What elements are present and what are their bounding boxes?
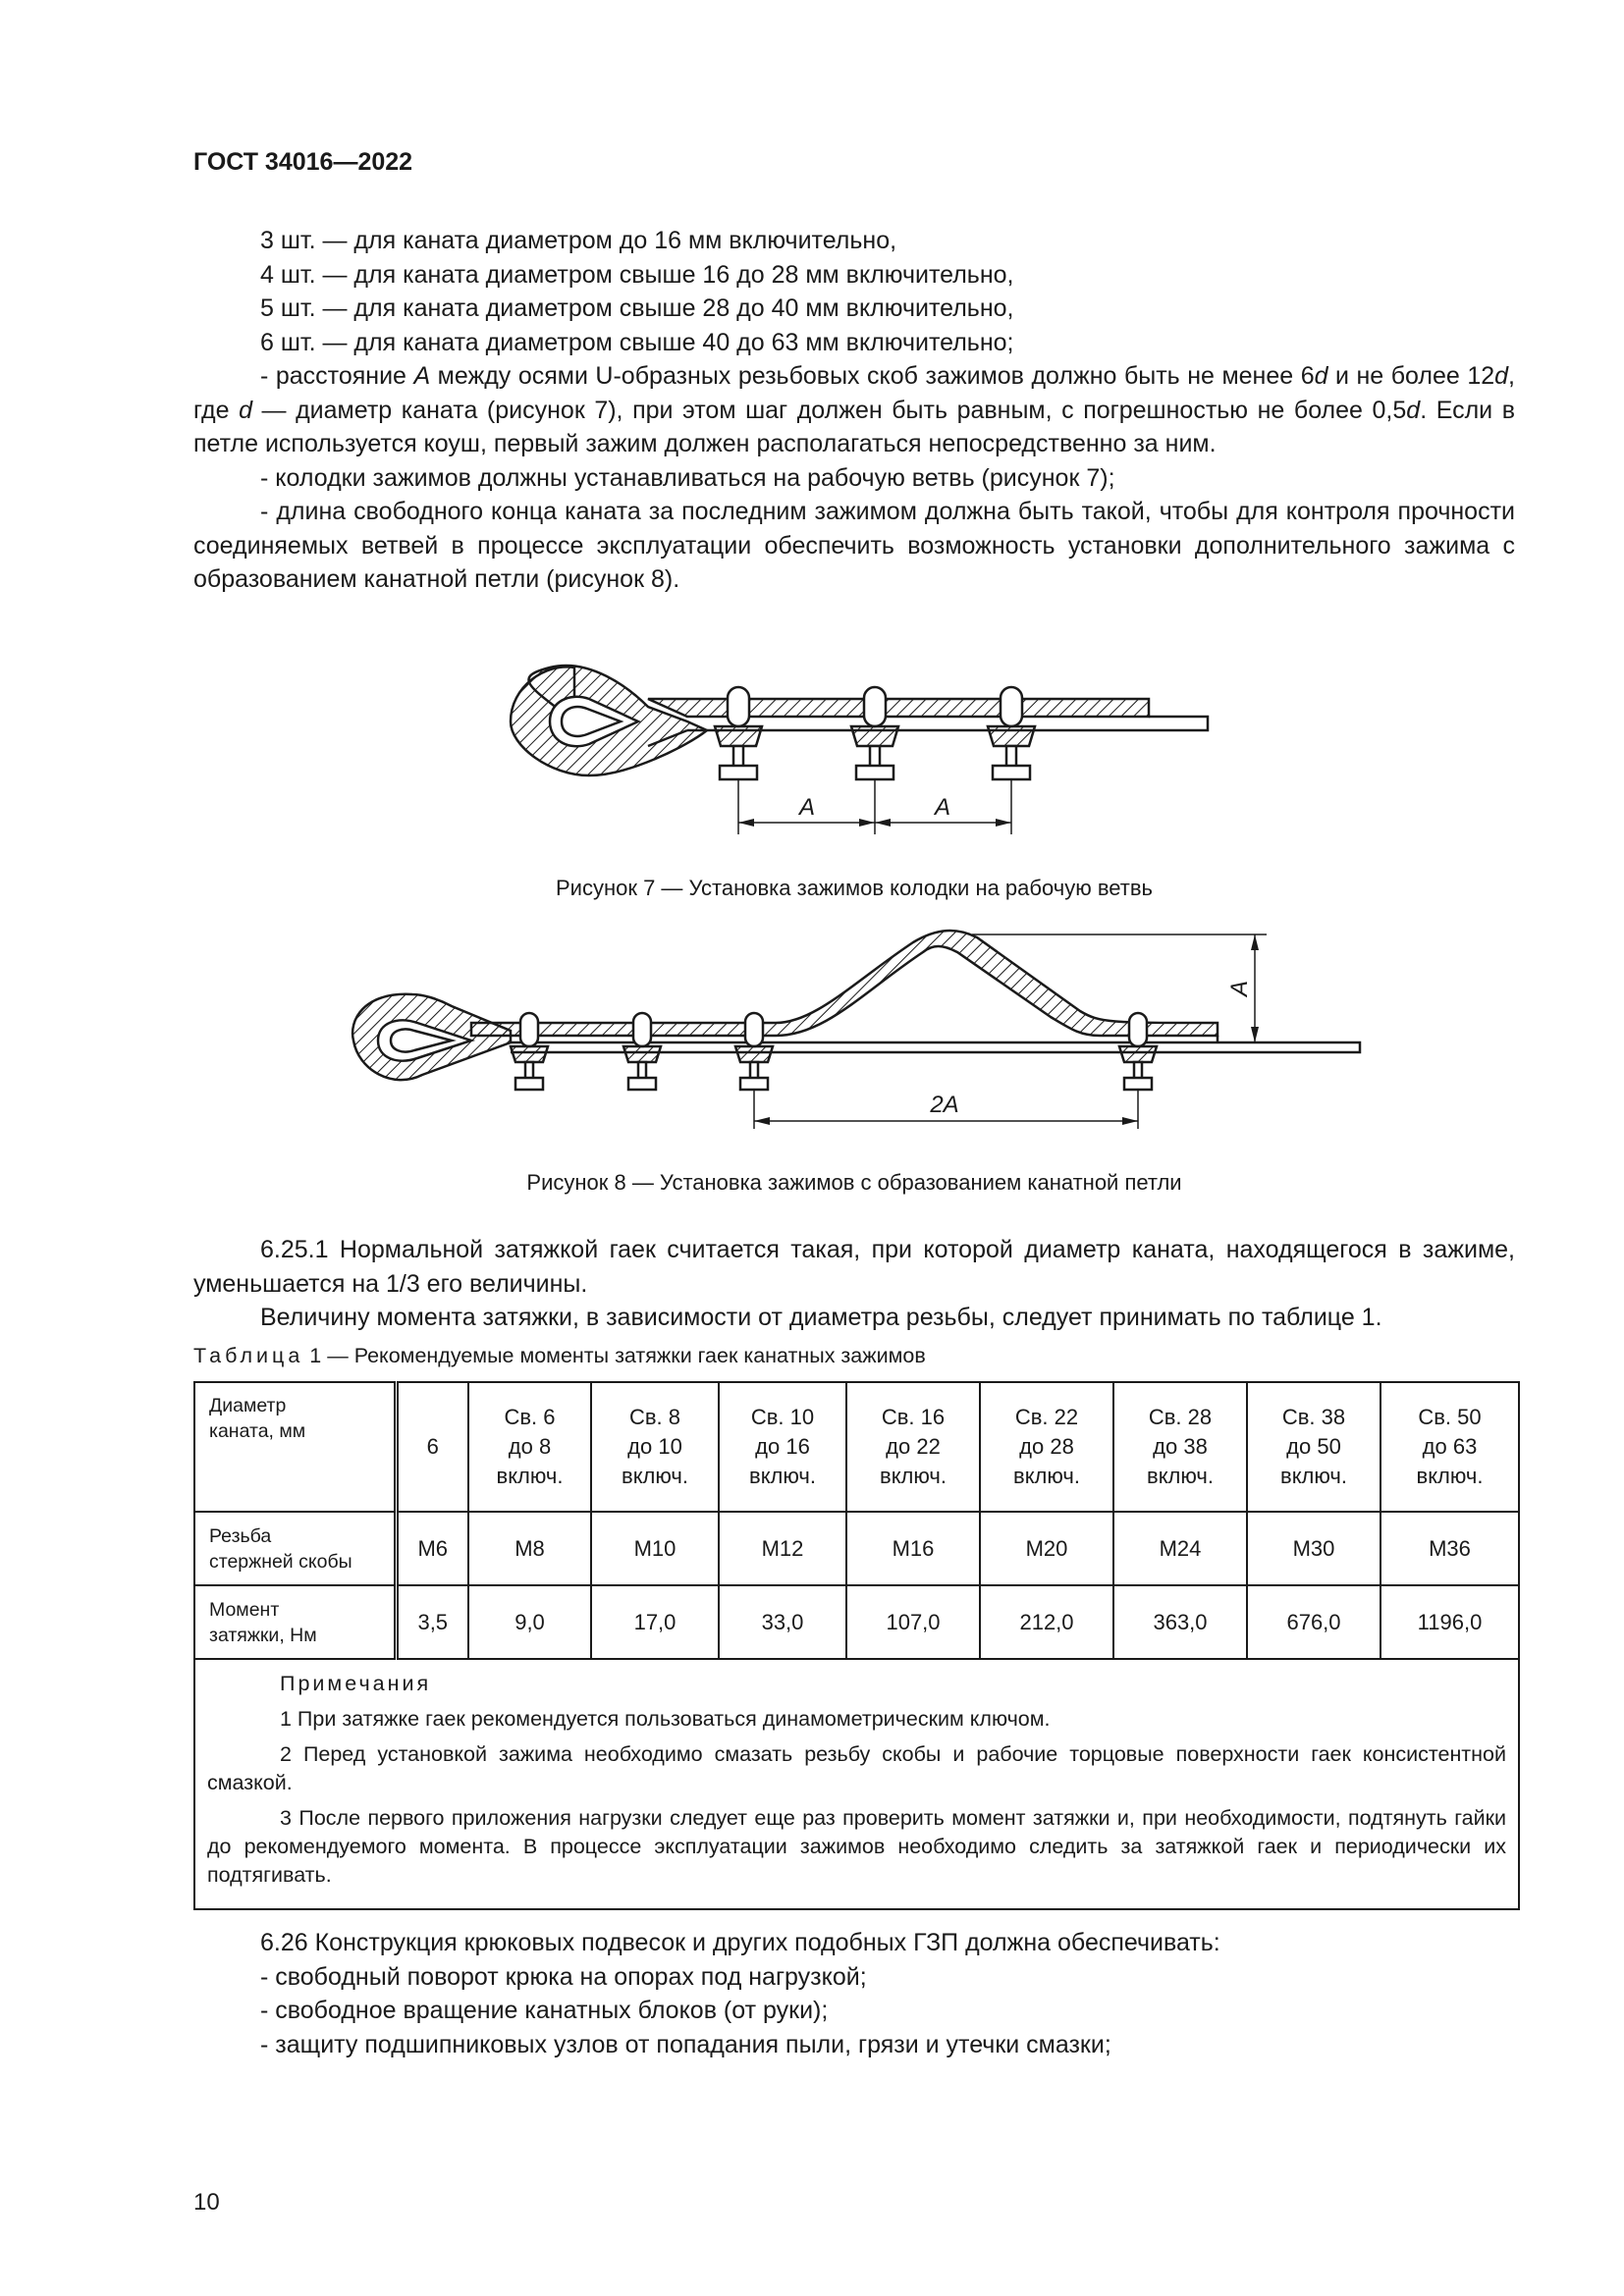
- table-cell: М6: [396, 1512, 468, 1585]
- dim-label-a-vertical: A: [1226, 980, 1253, 997]
- paragraph: 6.25.1 Нормальной затяжкой гаек считается такая, при которой диаметр каната, находящегося в зажиме, уменьшается на 1/3 его величины.: [193, 1236, 1515, 1298]
- table-cell: М8: [468, 1512, 591, 1585]
- table-cell: 9,0: [468, 1585, 591, 1659]
- table-cell: М10: [591, 1512, 719, 1585]
- diam-cell: Св. 8 до 10 включ.: [591, 1382, 719, 1512]
- list-item: - свободный поворот крюка на опорах под нагрузкой;: [260, 1962, 867, 1991]
- figure-7-drawing: [0, 638, 1624, 864]
- row-header: Диаметр каната, мм: [194, 1382, 396, 1512]
- note-item: 3 После первого приложения нагрузки следует еще раз проверить момент затяжки и, при необходимости, подтянуть гайки до рекомендуемого момента. В процессе эксплуатации зажимов необходимо следить за затяжкой гаек и периодически их подтягивать.: [207, 1806, 1506, 1887]
- table-cell: М20: [980, 1512, 1113, 1585]
- figure-8-drawing: [0, 923, 1624, 1148]
- paragraph-distance-a: - расстояние A между осями U-образных резьбовых скоб зажимов должно быть не менее 6d и не более 12d, где d — диаметр каната (рисунок 7), при этом шаг должен быть равным, с погрешностью не более 0,5d. Если в петле используется коуш, первый зажим должен располагаться непосредственно за ним.: [193, 362, 1515, 457]
- table-cell: 17,0: [591, 1585, 719, 1659]
- diam-cell: Св. 22 до 28 включ.: [980, 1382, 1113, 1512]
- paragraph-clamp-pads: - колодки зажимов должны устанавливаться на рабочую ветвь (рисунок 7);: [260, 463, 1115, 492]
- diam-cell: Св. 6 до 8 включ.: [468, 1382, 591, 1512]
- paragraph: 6.26 Конструкция крюковых подвесок и других подобных ГЗП должна обеспечивать:: [260, 1929, 1220, 1956]
- torque-table: [193, 1381, 1520, 1910]
- figure-7-caption: Рисунок 7 — Установка зажимов колодки на рабочую ветвь: [555, 876, 1154, 900]
- list-item: 6 шт. — для каната диаметром свыше 40 до 63 мм включительно;: [260, 328, 1014, 356]
- dim-label-2a: 2A: [930, 1092, 959, 1118]
- intro-text: [193, 224, 1515, 597]
- page-number: 10: [193, 2189, 220, 2216]
- table-cell: 107,0: [846, 1585, 980, 1659]
- diam-cell: Св. 38 до 50 включ.: [1247, 1382, 1380, 1512]
- list-item: 4 шт. — для каната диаметром свыше 16 до 28 мм включительно,: [260, 260, 1014, 289]
- table-cell: 1196,0: [1380, 1585, 1519, 1659]
- list-item: - защиту подшипниковых узлов от попадания пыли, грязи и утечки смазки;: [260, 2030, 1111, 2058]
- figure-8-caption: Рисунок 8 — Установка зажимов с образованием канатной петли: [526, 1170, 1182, 1195]
- table-cell: М30: [1247, 1512, 1380, 1585]
- section-6-26: [193, 1926, 1515, 2061]
- table-cell: 3,5: [396, 1585, 468, 1659]
- paragraph-free-end: - длина свободного конца каната за последним зажимом должна быть такой, чтобы для контроля прочности соединяемых ветвей в процессе эксплуатации обеспечить возможность установки дополнительного зажима с образованием канатной петли (рисунок 8).: [193, 498, 1515, 593]
- table-row-torque: [194, 1585, 1519, 1659]
- note-item: 2 Перед установкой зажима необходимо смазать резьбу скобы и рабочие торцовые поверхности гаек консистентной смазкой.: [207, 1742, 1506, 1794]
- diam-cell: Св. 28 до 38 включ.: [1113, 1382, 1247, 1512]
- table-notes: [194, 1659, 1519, 1909]
- diam-cell: Св. 10 до 16 включ.: [719, 1382, 846, 1512]
- diam-cell: Св. 50 до 63 включ.: [1380, 1382, 1519, 1512]
- table-row-notes: [194, 1659, 1519, 1909]
- table-cell: 33,0: [719, 1585, 846, 1659]
- table-cell: М24: [1113, 1512, 1247, 1585]
- list-item: 5 шт. — для каната диаметром свыше 28 до 40 мм включительно,: [260, 294, 1014, 322]
- section-6-25-1: [193, 1233, 1515, 1335]
- table-cell: 676,0: [1247, 1585, 1380, 1659]
- note-item: 1 При затяжке гаек рекомендуется пользоваться динамометрическим ключом.: [280, 1707, 1051, 1731]
- table-cell: 212,0: [980, 1585, 1113, 1659]
- table-cell: М16: [846, 1512, 980, 1585]
- table-cell: М36: [1380, 1512, 1519, 1585]
- table-row-thread: [194, 1512, 1519, 1585]
- dim-label-a: A: [798, 794, 816, 821]
- table-label: Таблица: [193, 1344, 304, 1367]
- table-title: [193, 1344, 926, 1368]
- diam-cell: 6: [396, 1382, 468, 1512]
- row-header: Резьба стержней скобы: [194, 1512, 396, 1585]
- dim-label-a: A: [934, 794, 951, 821]
- paragraph: Величину момента затяжки, в зависимости от диаметра резьбы, следует принимать по таблице 1.: [260, 1304, 1382, 1331]
- list-item: 3 шт. — для каната диаметром до 16 мм включительно,: [260, 227, 897, 254]
- table-row-diameter: [194, 1382, 1519, 1512]
- row-header: Момент затяжки, Нм: [194, 1585, 396, 1659]
- page-header-doc-id: ГОСТ 34016—2022: [193, 148, 413, 176]
- list-item: - свободное вращение канатных блоков (от руки);: [260, 1997, 829, 2024]
- table-cell: М12: [719, 1512, 846, 1585]
- diam-cell: Св. 16 до 22 включ.: [846, 1382, 980, 1512]
- notes-heading: Примечания: [280, 1672, 432, 1695]
- table-caption: 1 — Рекомендуемые моменты затяжки гаек канатных зажимов: [309, 1344, 926, 1367]
- table-cell: 363,0: [1113, 1585, 1247, 1659]
